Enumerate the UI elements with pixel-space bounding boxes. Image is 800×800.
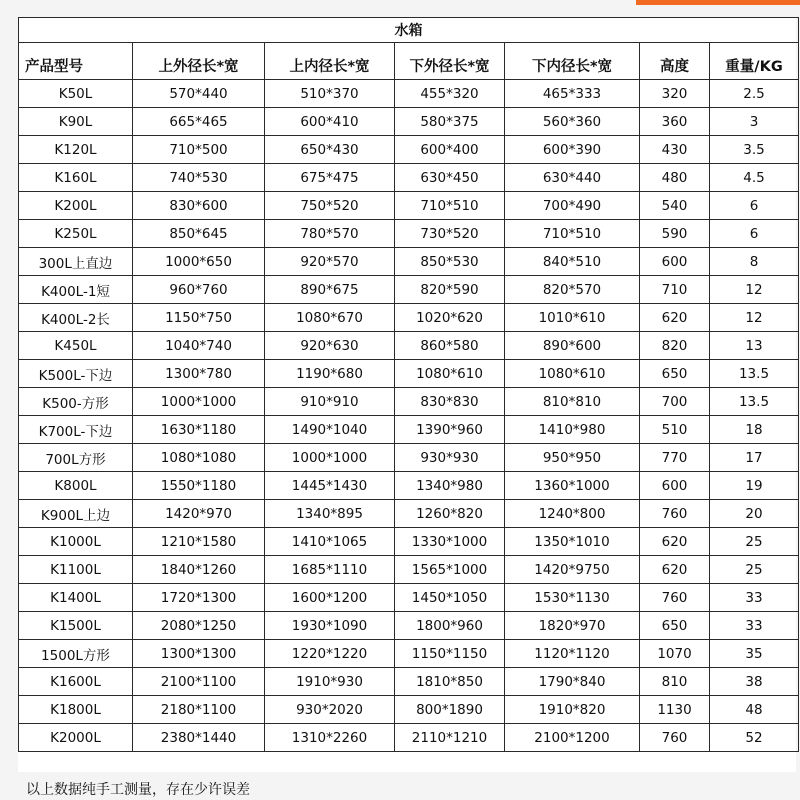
table-row — [19, 696, 799, 724]
cell-top-inner: 920*630 — [265, 332, 395, 360]
header-row — [19, 43, 799, 80]
cell-bottom-inner: 1120*1120 — [505, 640, 640, 668]
cell-top-inner: 920*570 — [265, 248, 395, 276]
cell-weight: 3 — [710, 108, 799, 136]
cell-top-inner: 1910*930 — [265, 668, 395, 696]
cell-weight: 35 — [710, 640, 799, 668]
cell-top-inner: 930*2020 — [265, 696, 395, 724]
cell-height: 590 — [640, 220, 710, 248]
cell-bottom-inner: 710*510 — [505, 220, 640, 248]
orange-accent-bar — [636, 0, 800, 5]
header-height: 高度 — [640, 43, 710, 80]
cell-bottom-outer: 1020*620 — [395, 304, 505, 332]
table-row — [19, 584, 799, 612]
cell-height: 710 — [640, 276, 710, 304]
cell-top-outer: 1040*740 — [133, 332, 265, 360]
cell-bottom-outer: 820*590 — [395, 276, 505, 304]
cell-top-outer: 2080*1250 — [133, 612, 265, 640]
cell-top-outer: 1000*1000 — [133, 388, 265, 416]
cell-weight: 38 — [710, 668, 799, 696]
cell-bottom-outer: 850*530 — [395, 248, 505, 276]
cell-height: 810 — [640, 668, 710, 696]
cell-weight: 13.5 — [710, 360, 799, 388]
cell-top-inner: 890*675 — [265, 276, 395, 304]
cell-model: K250L — [19, 220, 133, 248]
cell-model: K500-方形 — [19, 388, 133, 416]
cell-height: 480 — [640, 164, 710, 192]
cell-bottom-inner: 1910*820 — [505, 696, 640, 724]
cell-height: 700 — [640, 388, 710, 416]
cell-weight: 13.5 — [710, 388, 799, 416]
cell-height: 650 — [640, 612, 710, 640]
cell-model: K50L — [19, 80, 133, 108]
cell-weight: 12 — [710, 276, 799, 304]
cell-model: K450L — [19, 332, 133, 360]
cell-model: K700L-下边 — [19, 416, 133, 444]
table-row — [19, 528, 799, 556]
cell-top-outer: 570*440 — [133, 80, 265, 108]
cell-height: 760 — [640, 724, 710, 752]
cell-bottom-outer: 1800*960 — [395, 612, 505, 640]
footnote: 以上数据纯手工测量，存在少许误差 — [26, 782, 250, 798]
cell-bottom-inner: 2100*1200 — [505, 724, 640, 752]
cell-bottom-outer: 600*400 — [395, 136, 505, 164]
cell-top-outer: 1550*1180 — [133, 472, 265, 500]
cell-height: 1130 — [640, 696, 710, 724]
table-row — [19, 472, 799, 500]
cell-bottom-outer: 580*375 — [395, 108, 505, 136]
cell-top-inner: 750*520 — [265, 192, 395, 220]
cell-top-inner: 1310*2260 — [265, 724, 395, 752]
cell-bottom-outer: 930*930 — [395, 444, 505, 472]
cell-top-outer: 1630*1180 — [133, 416, 265, 444]
cell-top-outer: 740*530 — [133, 164, 265, 192]
header-model: 产品型号 — [19, 43, 133, 80]
table-row — [19, 556, 799, 584]
table-row — [19, 416, 799, 444]
cell-top-outer: 850*645 — [133, 220, 265, 248]
cell-top-inner: 1220*1220 — [265, 640, 395, 668]
cell-bottom-outer: 1565*1000 — [395, 556, 505, 584]
table-row — [19, 276, 799, 304]
cell-top-inner: 1000*1000 — [265, 444, 395, 472]
cell-bottom-inner: 630*440 — [505, 164, 640, 192]
cell-weight: 52 — [710, 724, 799, 752]
cell-model: K1000L — [19, 528, 133, 556]
table-row — [19, 388, 799, 416]
cell-bottom-inner: 1530*1130 — [505, 584, 640, 612]
cell-weight: 6 — [710, 192, 799, 220]
cell-bottom-inner: 950*950 — [505, 444, 640, 472]
cell-model: K400L-2长 — [19, 304, 133, 332]
cell-top-outer: 1150*750 — [133, 304, 265, 332]
cell-bottom-inner: 465*333 — [505, 80, 640, 108]
cell-top-inner: 780*570 — [265, 220, 395, 248]
cell-bottom-outer: 1450*1050 — [395, 584, 505, 612]
cell-model: K120L — [19, 136, 133, 164]
cell-model: 300L上直边 — [19, 248, 133, 276]
table-row — [19, 108, 799, 136]
cell-top-inner: 1190*680 — [265, 360, 395, 388]
cell-weight: 12 — [710, 304, 799, 332]
cell-model: K160L — [19, 164, 133, 192]
cell-height: 650 — [640, 360, 710, 388]
cell-top-outer: 830*600 — [133, 192, 265, 220]
header-top-inner: 上内径长*宽 — [265, 43, 395, 80]
cell-bottom-outer: 1810*850 — [395, 668, 505, 696]
table-row — [19, 640, 799, 668]
cell-top-inner: 1340*895 — [265, 500, 395, 528]
cell-top-outer: 960*760 — [133, 276, 265, 304]
table-title: 水箱 — [19, 18, 799, 43]
cell-bottom-inner: 1410*980 — [505, 416, 640, 444]
cell-bottom-inner: 1420*9750 — [505, 556, 640, 584]
cell-height: 510 — [640, 416, 710, 444]
cell-bottom-outer: 630*450 — [395, 164, 505, 192]
cell-height: 820 — [640, 332, 710, 360]
cell-height: 620 — [640, 304, 710, 332]
cell-weight: 4.5 — [710, 164, 799, 192]
cell-height: 760 — [640, 584, 710, 612]
cell-bottom-inner: 1820*970 — [505, 612, 640, 640]
cell-weight: 18 — [710, 416, 799, 444]
cell-weight: 13 — [710, 332, 799, 360]
header-bottom-outer: 下外径长*宽 — [395, 43, 505, 80]
cell-bottom-outer: 730*520 — [395, 220, 505, 248]
cell-weight: 48 — [710, 696, 799, 724]
cell-top-outer: 2180*1100 — [133, 696, 265, 724]
cell-weight: 25 — [710, 556, 799, 584]
cell-bottom-inner: 810*810 — [505, 388, 640, 416]
cell-height: 430 — [640, 136, 710, 164]
cell-height: 1070 — [640, 640, 710, 668]
cell-bottom-inner: 560*360 — [505, 108, 640, 136]
cell-top-inner: 1600*1200 — [265, 584, 395, 612]
cell-model: K90L — [19, 108, 133, 136]
cell-height: 320 — [640, 80, 710, 108]
cell-model: K2000L — [19, 724, 133, 752]
cell-top-outer: 1300*780 — [133, 360, 265, 388]
cell-bottom-inner: 1350*1010 — [505, 528, 640, 556]
cell-top-inner: 675*475 — [265, 164, 395, 192]
cell-model: K1100L — [19, 556, 133, 584]
cell-weight: 33 — [710, 612, 799, 640]
cell-weight: 6 — [710, 220, 799, 248]
cell-model: K1800L — [19, 696, 133, 724]
cell-height: 600 — [640, 472, 710, 500]
cell-bottom-inner: 700*490 — [505, 192, 640, 220]
cell-bottom-outer: 860*580 — [395, 332, 505, 360]
table-row — [19, 80, 799, 108]
cell-top-outer: 1420*970 — [133, 500, 265, 528]
cell-bottom-inner: 1360*1000 — [505, 472, 640, 500]
table-row — [19, 248, 799, 276]
cell-top-outer: 1300*1300 — [133, 640, 265, 668]
table-row — [19, 444, 799, 472]
cell-height: 360 — [640, 108, 710, 136]
cell-top-inner: 1410*1065 — [265, 528, 395, 556]
cell-bottom-outer: 710*510 — [395, 192, 505, 220]
cell-top-outer: 1210*1580 — [133, 528, 265, 556]
cell-bottom-inner: 1080*610 — [505, 360, 640, 388]
cell-bottom-outer: 1260*820 — [395, 500, 505, 528]
cell-bottom-outer: 800*1890 — [395, 696, 505, 724]
cell-model: K1500L — [19, 612, 133, 640]
table-row — [19, 164, 799, 192]
cell-bottom-inner: 890*600 — [505, 332, 640, 360]
table-row — [19, 304, 799, 332]
table-row — [19, 724, 799, 752]
cell-bottom-inner: 820*570 — [505, 276, 640, 304]
cell-bottom-inner: 840*510 — [505, 248, 640, 276]
table-row — [19, 360, 799, 388]
cell-bottom-outer: 1330*1000 — [395, 528, 505, 556]
cell-bottom-outer: 2110*1210 — [395, 724, 505, 752]
header-weight: 重量/KG — [710, 43, 799, 80]
cell-height: 620 — [640, 556, 710, 584]
cell-top-outer: 2100*1100 — [133, 668, 265, 696]
table-row — [19, 220, 799, 248]
cell-top-outer: 1720*1300 — [133, 584, 265, 612]
cell-height: 770 — [640, 444, 710, 472]
cell-top-outer: 1080*1080 — [133, 444, 265, 472]
cell-top-outer: 665*465 — [133, 108, 265, 136]
cell-top-inner: 910*910 — [265, 388, 395, 416]
cell-model: K200L — [19, 192, 133, 220]
cell-top-inner: 1930*1090 — [265, 612, 395, 640]
cell-bottom-outer: 830*830 — [395, 388, 505, 416]
cell-top-outer: 2380*1440 — [133, 724, 265, 752]
cell-bottom-outer: 455*320 — [395, 80, 505, 108]
cell-height: 620 — [640, 528, 710, 556]
cell-model: K1600L — [19, 668, 133, 696]
water-tank-spec-table — [18, 17, 799, 752]
cell-top-inner: 1080*670 — [265, 304, 395, 332]
cell-bottom-outer: 1080*610 — [395, 360, 505, 388]
cell-model: K400L-1短 — [19, 276, 133, 304]
cell-bottom-inner: 600*390 — [505, 136, 640, 164]
cell-weight: 25 — [710, 528, 799, 556]
header-top-outer: 上外径长*宽 — [133, 43, 265, 80]
cell-top-inner: 1445*1430 — [265, 472, 395, 500]
cell-top-outer: 1000*650 — [133, 248, 265, 276]
cell-bottom-outer: 1390*960 — [395, 416, 505, 444]
cell-weight: 8 — [710, 248, 799, 276]
cell-model: 700L方形 — [19, 444, 133, 472]
cell-model: K1400L — [19, 584, 133, 612]
cell-top-inner: 1685*1110 — [265, 556, 395, 584]
cell-top-inner: 1490*1040 — [265, 416, 395, 444]
cell-weight: 3.5 — [710, 136, 799, 164]
table-row — [19, 332, 799, 360]
header-bottom-inner: 下内径长*宽 — [505, 43, 640, 80]
cell-bottom-outer: 1150*1150 — [395, 640, 505, 668]
cell-top-outer: 1840*1260 — [133, 556, 265, 584]
table-row — [19, 192, 799, 220]
cell-bottom-inner: 1790*840 — [505, 668, 640, 696]
table-row — [19, 136, 799, 164]
table-row — [19, 668, 799, 696]
cell-weight: 33 — [710, 584, 799, 612]
cell-height: 600 — [640, 248, 710, 276]
cell-bottom-inner: 1010*610 — [505, 304, 640, 332]
cell-model: K900L上边 — [19, 500, 133, 528]
cell-top-outer: 710*500 — [133, 136, 265, 164]
cell-weight: 20 — [710, 500, 799, 528]
cell-bottom-outer: 1340*980 — [395, 472, 505, 500]
cell-top-inner: 600*410 — [265, 108, 395, 136]
table-row — [19, 612, 799, 640]
cell-height: 540 — [640, 192, 710, 220]
cell-model: 1500L方形 — [19, 640, 133, 668]
cell-top-inner: 650*430 — [265, 136, 395, 164]
cell-weight: 17 — [710, 444, 799, 472]
cell-model: K500L-下边 — [19, 360, 133, 388]
cell-weight: 2.5 — [710, 80, 799, 108]
cell-model: K800L — [19, 472, 133, 500]
cell-top-inner: 510*370 — [265, 80, 395, 108]
cell-height: 760 — [640, 500, 710, 528]
cell-bottom-inner: 1240*800 — [505, 500, 640, 528]
cell-weight: 19 — [710, 472, 799, 500]
table-row — [19, 500, 799, 528]
